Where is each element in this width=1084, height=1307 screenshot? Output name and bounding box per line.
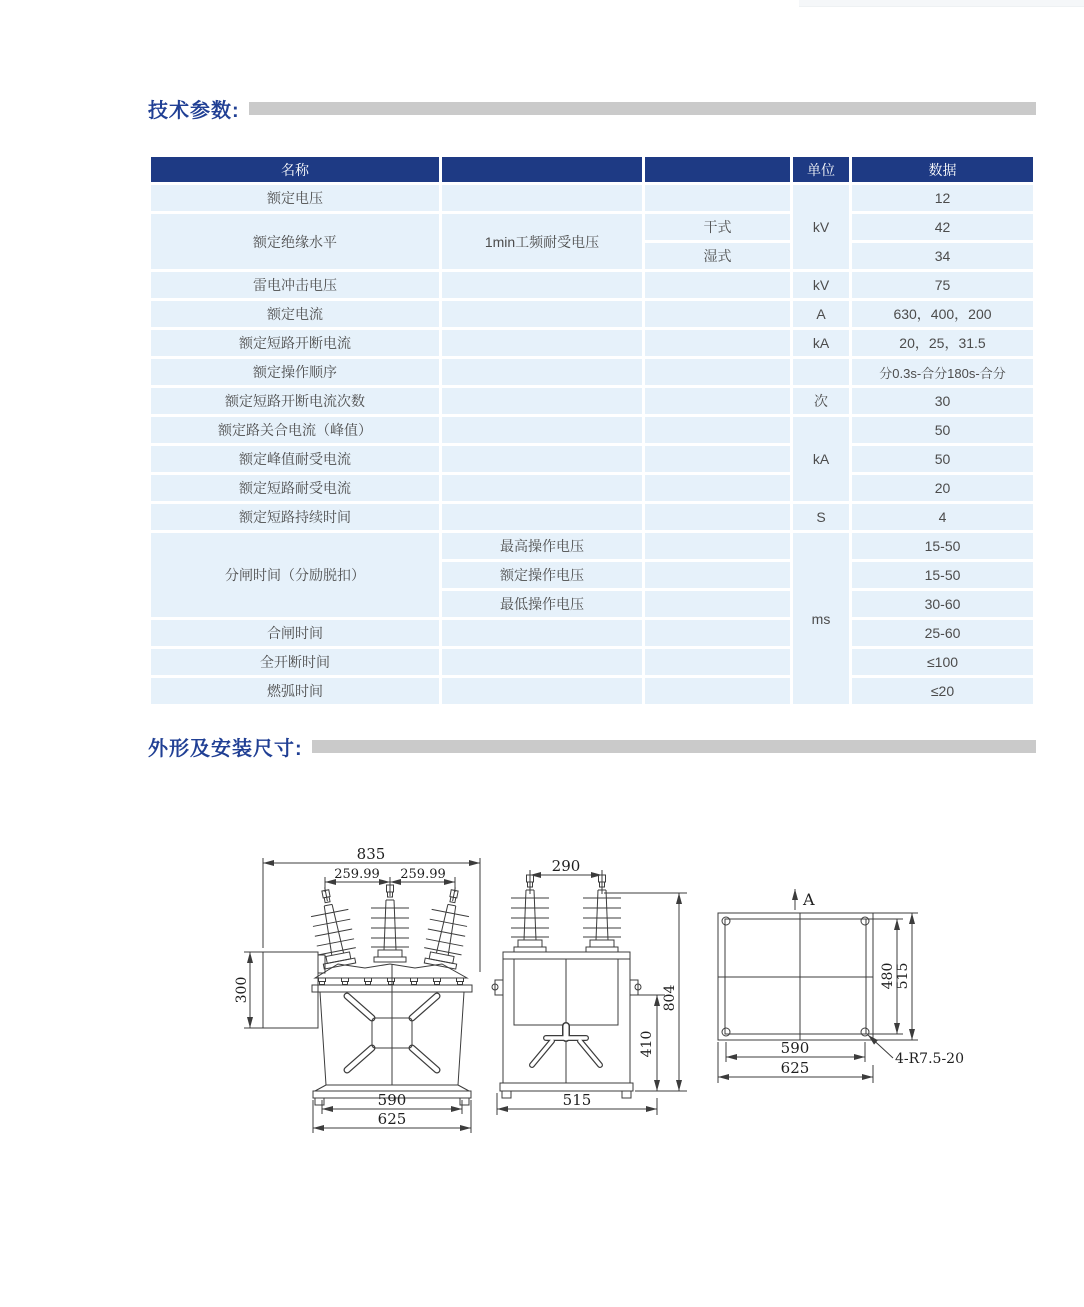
table-row bbox=[151, 301, 1033, 327]
table-row bbox=[151, 185, 1033, 211]
table-row bbox=[151, 330, 1033, 356]
table-row bbox=[151, 504, 1033, 530]
empty-cell bbox=[645, 301, 790, 327]
header-name: 名称 bbox=[151, 157, 439, 182]
empty-cell bbox=[442, 185, 642, 211]
dimension-label: 259.99 bbox=[400, 867, 446, 882]
dimension-label: 625 bbox=[377, 1110, 407, 1128]
empty-cell bbox=[645, 504, 790, 530]
table-row bbox=[151, 475, 1033, 501]
value-cell: 分0.3s-合分180s-合分 bbox=[852, 359, 1033, 385]
empty-cell bbox=[645, 533, 790, 559]
condition-cell: 湿式 bbox=[645, 243, 790, 269]
empty-cell bbox=[442, 504, 642, 530]
dimension-label: 4-R7.5-20 bbox=[895, 1051, 964, 1067]
view-label: A bbox=[803, 890, 815, 909]
insulator-icon bbox=[306, 882, 474, 970]
empty-cell bbox=[645, 185, 790, 211]
param-name-cell: 燃弧时间 bbox=[151, 678, 439, 704]
empty-cell bbox=[645, 272, 790, 298]
dimension-410 bbox=[638, 995, 665, 1091]
table-row bbox=[151, 272, 1033, 298]
breaker-tank-front bbox=[320, 964, 464, 1085]
side-view-drawing bbox=[490, 848, 690, 1140]
param-name-cell: 全开断时间 bbox=[151, 649, 439, 675]
value-cell: 34 bbox=[852, 243, 1033, 269]
section-technical-params-header bbox=[148, 94, 1036, 123]
empty-cell bbox=[442, 330, 642, 356]
value-cell: 30 bbox=[852, 388, 1033, 414]
value-cell: 4 bbox=[852, 504, 1033, 530]
value-cell: 75 bbox=[852, 272, 1033, 298]
dimension-804 bbox=[604, 893, 687, 1091]
condition-cell: 最高操作电压 bbox=[442, 533, 642, 559]
param-name-cell: 分闸时间（分励脱扣） bbox=[151, 533, 439, 617]
empty-cell bbox=[645, 359, 790, 385]
value-cell: 15-50 bbox=[852, 533, 1033, 559]
empty-cell bbox=[442, 649, 642, 675]
technical-params-table-wrap bbox=[148, 154, 1036, 707]
empty-cell bbox=[645, 591, 790, 617]
empty-cell bbox=[645, 649, 790, 675]
empty-cell bbox=[645, 562, 790, 588]
dimension-label: 300 bbox=[234, 976, 250, 1004]
breaker-tank-side bbox=[492, 952, 641, 1083]
unit-cell: kV bbox=[793, 272, 849, 298]
table-row bbox=[151, 533, 1033, 559]
insulator-icon bbox=[511, 872, 621, 952]
empty-cell bbox=[442, 446, 642, 472]
empty-cell bbox=[442, 475, 642, 501]
param-name-cell: 额定路关合电流（峰值） bbox=[151, 417, 439, 443]
value-cell: ≤20 bbox=[852, 678, 1033, 704]
value-cell: 25-60 bbox=[852, 620, 1033, 646]
empty-cell bbox=[442, 417, 642, 443]
empty-cell bbox=[645, 446, 790, 472]
unit-cell: ms bbox=[793, 533, 849, 704]
value-cell: 12 bbox=[852, 185, 1033, 211]
table-row bbox=[151, 359, 1033, 385]
top-view-drawing bbox=[705, 855, 1025, 1105]
title-underline-bar bbox=[312, 740, 1036, 753]
bolt-row bbox=[319, 978, 464, 985]
condition-cell: 额定操作电压 bbox=[442, 562, 642, 588]
table-row bbox=[151, 446, 1033, 472]
view-direction-arrow bbox=[795, 889, 815, 910]
value-cell: 630，400，200 bbox=[852, 301, 1033, 327]
value-cell: 42 bbox=[852, 214, 1033, 240]
param-name-cell: 额定短路开断电流次数 bbox=[151, 388, 439, 414]
header-unit: 单位 bbox=[793, 157, 849, 182]
empty-cell bbox=[645, 330, 790, 356]
value-cell: ≤100 bbox=[852, 649, 1033, 675]
unit-cell: 次 bbox=[793, 388, 849, 414]
dimension-label: 835 bbox=[356, 845, 386, 863]
table-row bbox=[151, 214, 1033, 240]
control-box bbox=[263, 952, 325, 1028]
section-dimensions-header bbox=[148, 732, 1036, 761]
dimension-label: 515 bbox=[895, 962, 911, 990]
header-data: 数据 bbox=[852, 157, 1033, 182]
dimension-label: 515 bbox=[562, 1091, 592, 1109]
dimension-label: 480 bbox=[880, 962, 896, 990]
empty-cell bbox=[645, 388, 790, 414]
param-name-cell: 额定峰值耐受电流 bbox=[151, 446, 439, 472]
technical-params-table bbox=[148, 154, 1036, 707]
param-name-cell: 额定短路持续时间 bbox=[151, 504, 439, 530]
value-cell: 20，25，31.5 bbox=[852, 330, 1033, 356]
param-name-cell: 额定绝缘水平 bbox=[151, 214, 439, 269]
section-title-dimensions: 外形及安装尺寸: bbox=[148, 738, 303, 760]
table-row bbox=[151, 649, 1033, 675]
condition-cell: 最低操作电压 bbox=[442, 591, 642, 617]
empty-cell bbox=[442, 388, 642, 414]
condition-cell: 干式 bbox=[645, 214, 790, 240]
table-row bbox=[151, 417, 1033, 443]
unit-cell: kA bbox=[793, 330, 849, 356]
param-name-cell: 额定短路开断电流 bbox=[151, 330, 439, 356]
param-name-cell: 雷电冲击电压 bbox=[151, 272, 439, 298]
dimension-label: 259.99 bbox=[334, 867, 380, 882]
empty-cell bbox=[442, 678, 642, 704]
title-underline-bar bbox=[249, 102, 1036, 115]
unit-cell: S bbox=[793, 504, 849, 530]
table-row bbox=[151, 620, 1033, 646]
value-cell: 50 bbox=[852, 446, 1033, 472]
table-header-row bbox=[151, 157, 1033, 182]
mounting-base-plan bbox=[718, 913, 873, 1040]
table-row bbox=[151, 388, 1033, 414]
header-col3 bbox=[645, 157, 790, 182]
dimension-label: 290 bbox=[551, 857, 581, 875]
dimension-label: 590 bbox=[377, 1091, 407, 1109]
value-cell: 15-50 bbox=[852, 562, 1033, 588]
dimension-label: 804 bbox=[662, 984, 678, 1012]
front-view-drawing bbox=[234, 845, 502, 1140]
section-title-technical-params: 技术参数: bbox=[148, 100, 240, 122]
empty-cell bbox=[645, 475, 790, 501]
param-name-cell: 额定电流 bbox=[151, 301, 439, 327]
value-cell: 30-60 bbox=[852, 591, 1033, 617]
param-name-cell: 额定短路耐受电流 bbox=[151, 475, 439, 501]
value-cell: 50 bbox=[852, 417, 1033, 443]
empty-cell bbox=[442, 301, 642, 327]
dimension-label: 410 bbox=[639, 1030, 655, 1058]
dimension-300 bbox=[234, 952, 263, 1028]
empty-cell bbox=[442, 620, 642, 646]
dimension-label: 625 bbox=[780, 1059, 810, 1077]
table-row bbox=[151, 678, 1033, 704]
empty-cell bbox=[442, 359, 642, 385]
empty-cell bbox=[645, 620, 790, 646]
unit-cell bbox=[793, 359, 849, 385]
empty-cell bbox=[442, 272, 642, 298]
header-col2 bbox=[442, 157, 642, 182]
dimension-290 bbox=[530, 857, 602, 894]
method-cell: 1min工频耐受电压 bbox=[442, 214, 642, 269]
dimension-515-side bbox=[497, 1091, 657, 1115]
param-name-cell: 额定电压 bbox=[151, 185, 439, 211]
param-name-cell: 合闸时间 bbox=[151, 620, 439, 646]
unit-cell: kV bbox=[793, 185, 849, 269]
param-name-cell: 额定操作顺序 bbox=[151, 359, 439, 385]
dimension-label: 590 bbox=[780, 1039, 810, 1057]
empty-cell bbox=[645, 678, 790, 704]
unit-cell: A bbox=[793, 301, 849, 327]
unit-cell: kA bbox=[793, 417, 849, 501]
value-cell: 20 bbox=[852, 475, 1033, 501]
empty-cell bbox=[645, 417, 790, 443]
page-header-strip bbox=[799, 0, 1084, 7]
